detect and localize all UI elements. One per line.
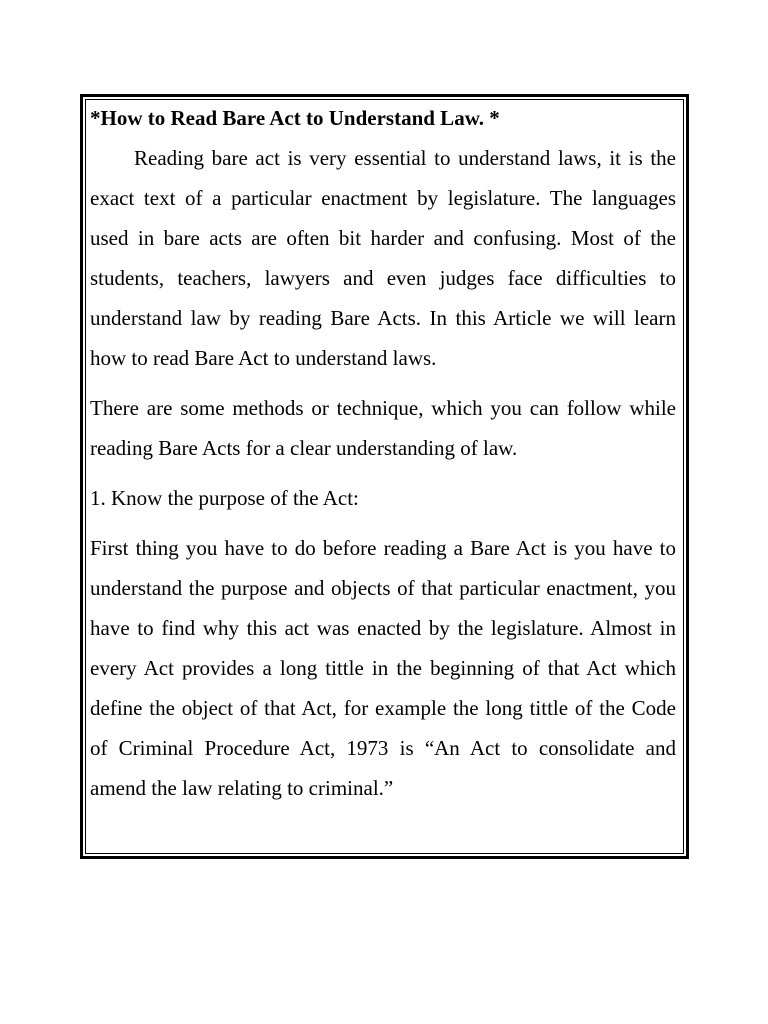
document-title: *How to Read Bare Act to Understand Law. * xyxy=(90,106,500,130)
document-body xyxy=(90,98,676,808)
methods-paragraph: There are some methods or technique, which you can follow while reading Bare Acts for a clear understanding of law. xyxy=(90,396,676,460)
intro-paragraph: Reading bare act is very essential to understand laws, it is the exact text of a particular enactment by legislature. The languages used in bare acts are often bit harder and confusing. Most of the students, teachers, lawyers and even judges face difficulties to understand law by reading Bare Acts. In this Article we will learn how to read Bare Act to understand laws. xyxy=(90,146,676,370)
purpose-paragraph: First thing you have to do before reading a Bare Act is you have to understand the purpose and objects of that particular enactment, you have to find why this act was enacted by the legislature. Almost in every Act provides a long tittle in the beginning of that Act which define the object of that Act, for example the long tittle of the Code of Criminal Procedure Act, 1973 is “An Act to consolidate and amend the law relating to criminal.” xyxy=(90,536,676,800)
section-heading-purpose: 1. Know the purpose of the Act: xyxy=(90,486,359,510)
